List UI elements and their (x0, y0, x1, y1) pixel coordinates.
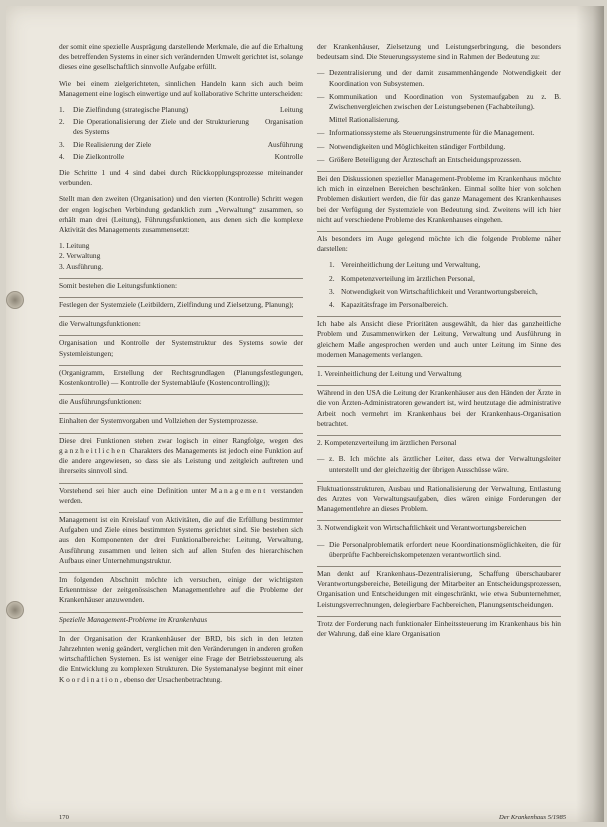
paragraph: Somit bestehen die Leitungsfunktionen: (59, 278, 303, 291)
item-number: 2. (59, 117, 65, 127)
item-text: Mittel Rationalisierung. (329, 115, 400, 125)
list-item (317, 540, 561, 560)
paragraph: Trotz der Forderung nach funktionaler Einheitssteuerung im Krankenhaus bis hin der Wahrung, daß eine klare Organisation (317, 616, 561, 639)
item-function: Kontrolle (274, 151, 303, 161)
list-item (59, 117, 303, 137)
paragraph: Ich habe als Ansicht diese Prioritäten ausgewählt, da hier das ganzheitliche Problem und Zusammenwirken der Leitung, Verwaltung und Ausführung in gleichem Maße angesprochen werden und auch unter Leitung im Sinne des modernen Managements verlangen. (317, 316, 561, 360)
list-item (317, 260, 561, 270)
right-column (317, 42, 561, 645)
text: Diese drei Funktionen stehen zwar logisch in einer Rangfolge, wegen des (59, 435, 303, 445)
punch-hole-lower (6, 601, 24, 619)
item-text: Notwendigkeit von Wirtschaftlichkeit und Verantwortungsbereich, (341, 286, 538, 296)
paragraph: Fluktuationsstrukturen, Ausbau und Rationalisierung der Verwaltung, Entlastung des Arztes von Verwaltungsaufgaben, dies wären einige Forderungen der Managementlehre an dieses Problem. (317, 481, 561, 515)
text: Vorstehend sei hier auch eine Definition unter (59, 485, 211, 495)
paragraph: Festlegen der Systemziele (Leitbildern, Zielfindung und Zielsetzung, Planung); (59, 297, 303, 310)
item-text: Kapazitätsfrage im Personalbereich. (341, 300, 448, 310)
dash-list (317, 68, 561, 165)
item-text: Kommunikation und Koordination von Systemaufgaben zu z. B. Zwischenvergleichen zwischen der Leistungsebenen (Fachabteilung). (329, 91, 561, 112)
list-item (317, 115, 561, 125)
item-text: z. B. Ich möchte als ärztlicher Leiter, dass etwa der Verwaltungsleiter unterstellt und der gleichzeitig der übrigen Ausschüsse wäre. (329, 454, 561, 474)
paragraph (59, 483, 303, 506)
item-text: Dezentralisierung und der damit zusammenhängende Notwendigkeit der Koordination von Subsystemen. (329, 68, 561, 88)
text: Charakters des Managements ist jedoch eine Funktion auf die andere angewiesen, so dass sie als Leistung und zeitgleich auftreten und ihrerseits sinnvoll sind. (59, 445, 303, 476)
item-number: 3. (329, 286, 335, 296)
spaced-text: Management (210, 485, 268, 495)
paragraph: Organisation und Kontrolle der Systemstruktur des Systems sowie der Systemleistungen; (59, 335, 303, 358)
document-page (6, 6, 604, 822)
list-item: 2. Verwaltung (59, 251, 101, 261)
item-text: Informationssysteme als Steuerungsinstrumente für die Management. (329, 128, 535, 138)
punch-hole-upper (6, 291, 24, 309)
paragraph (59, 631, 303, 685)
binding-shadow (576, 6, 604, 822)
item-text: Die Zielfindung (strategische Planung) (73, 105, 189, 115)
item-number: 4. (59, 151, 65, 161)
spaced-text: Koordination (59, 674, 121, 684)
list-item (59, 105, 303, 115)
paragraph: Wie bei einem zielgerichteten, sinnlichen Handeln kann sich auch beim Management eine logisch einwertige und auf kollaborative Schritte unterscheiden: (59, 78, 303, 98)
item-function: Leitung (280, 105, 303, 115)
paragraph: Im folgenden Abschnitt möchte ich versuchen, einige der wichtigsten Erkenntnisse der zeitgenössischen Managementlehre auf die Probleme der Krankenhäuser anzuwenden. (59, 572, 303, 606)
list-item (317, 454, 561, 474)
management-steps-list (59, 105, 303, 162)
paragraph: die Ausführungsfunktionen: (59, 394, 303, 407)
list-item (59, 152, 303, 162)
item-marker: — (317, 91, 325, 101)
item-function: Organisation (264, 117, 303, 127)
item-text: Die Personalproblematik erfordert neue Koordinationsmöglichkeiten, die für überprüfte Fachbereichskompetenzen verantwortlich sind. (329, 539, 561, 559)
problem-list (317, 260, 561, 310)
item-number: 4. (329, 300, 335, 310)
journal-footer: Der Krankenhaus 5/1985 (499, 814, 567, 821)
item-marker: — (317, 68, 325, 78)
spaced-text: ganzheitlichen (59, 445, 128, 455)
subsection-heading: 1. Vereinheitlichung der Leitung und Verwaltung (317, 366, 561, 379)
paragraph: der Krankenhäuser, Zielsetzung und Leistungserbringung, die besonders bedeutsam sind. Die Steuerungssysteme sind in Rahmen der Bedeutung zu: (317, 42, 561, 62)
paragraph: Stellt man den zweiten (Organisation) und den vierten (Kontrolle) Schritt wegen der engen logischen Verbindung gedanklich zum „Verwaltung“ zusammen, so erhält man drei (Leitung), Führungsfunktionen, aus denen sich die komplexe Aktivität des Managements zusammensetzt: (59, 194, 303, 235)
text: In der Organisation der Krankenhäuser der BRD, bis sich in den letzten Jahrzehnten wenig geändert, verglichen mit den Veränderungen in anderen großen wirtschaftlichen Systemen. Es ist weniger eine Frage der Betriebssteuerung als die Entwicklung zu komplexen Strukturen. Die Systemanalyse beginnt mit einer (59, 633, 303, 674)
item-marker (317, 115, 329, 125)
list-item (317, 155, 561, 165)
item-number: 2. (329, 273, 335, 283)
item-text: Die Operationalisierung der Ziele und der Strukturierung des Systems (73, 117, 249, 137)
dash-list (317, 540, 561, 560)
list-item: 1. Leitung (59, 241, 90, 251)
subsection-heading: 2. Kompetenzverteilung im ärztlichen Personal (317, 435, 561, 448)
subsection-heading: 3. Notwendigkeit von Wirtschaftlichkeit und Verantwortungsbereichen (317, 520, 561, 533)
text: verstanden werden. (59, 485, 303, 505)
item-marker: — (317, 454, 325, 464)
item-number: 1. (59, 105, 65, 115)
item-text: Die Realisierung der Ziele (73, 139, 152, 149)
list-item (317, 92, 561, 112)
list-item (317, 300, 561, 310)
list-item (317, 287, 561, 297)
list-item (317, 142, 561, 152)
list-item (317, 68, 561, 88)
item-marker: — (317, 154, 325, 164)
function-triad-list (59, 241, 303, 272)
text: , ebenso der Ursachenbetrachtung. (120, 674, 223, 684)
paragraph: die Verwaltungsfunktionen: (59, 316, 303, 329)
paragraph: Management ist ein Kreislauf von Aktivitäten, die auf die Erfüllung bestimmter Aufgaben und Ziele eines bestimmten Systems gerichtet sind. Sie bestehen sich aus den Komponenten der drei Funktionalbereiche: Leitung, Verwaltung, Ausführung zusammen und leiten sich auf allen Stufen des hierarchischen Aufbaus einer Unternehmungstruktur. (59, 512, 303, 566)
item-text: Notwendigkeiten und Möglichkeiten ständiger Fortbildung. (329, 141, 506, 151)
dash-list (317, 454, 561, 474)
list-item (317, 128, 561, 138)
item-text: Vereinheitlichung der Leitung und Verwaltung, (341, 260, 481, 270)
item-number: 3. (59, 139, 65, 149)
page-number: 170 (59, 814, 69, 821)
paragraph (59, 433, 303, 477)
left-column (59, 42, 303, 691)
item-marker: — (317, 141, 325, 151)
item-number: 1. (329, 260, 335, 270)
section-heading: Spezielle Management-Probleme im Krankenhaus (59, 612, 303, 625)
item-text: Größere Beteiligung der Ärzteschaft an Entscheidungsprozessen. (329, 154, 522, 164)
paragraph: Einhalten der Systemvorgaben und Vollziehen der Systemprozesse. (59, 413, 303, 426)
paragraph: der somit eine spezielle Ausprägung darstellende Merkmale, die auf die Erhaltung des betreffenden Systems in einer sich verändernden Umwelt gerichtet ist, solange dieses eine gesellschaftlich sinnvolle Aufgabe erfüllt. (59, 42, 303, 72)
paragraph: Als besonders im Auge gelegend möchte ich die folgende Probleme näher darstellen: (317, 231, 561, 254)
paragraph: Bei den Diskussionen spezieller Management-Probleme im Krankenhaus möchte ich mich in einzelnen Bereichen beschränken. Einmal sollte hier von solchen Problemen diskutiert werden, die für das ganze Management des Krankenhauses bei der Verfügung der Systemziele von Bedeutung sind. Zweitens will ich hier nicht auf verschiedene Probleme des Krankenhauses eingehen. (317, 171, 561, 225)
paragraph: Die Schritte 1 und 4 sind dabei durch Rückkopplungsprozesse miteinander verbunden. (59, 168, 303, 188)
item-marker: — (317, 128, 325, 138)
item-marker: — (317, 539, 325, 549)
item-text: Die Zielkontrolle (73, 151, 125, 161)
paragraph: Man denkt auf Krankenhaus-Dezentralisierung, Schaffung überschaubarer Verantwortungsbereiche, Beteiligung der Mitarbeiter an Entscheidungsprozessen, Organisation und Entscheidungen mit eingeschränkt, wie etwa Subunternehmer, Leistungsverrechnungen, delegierbare Fachbereichen, Planungsentscheidungen. (317, 566, 561, 610)
paragraph: Während in den USA die Leitung der Krankenhäuser aus den Händen der Ärzte in die von Ärzten-Administratoren gewandert ist, wird heutzutage die administrative Arbeit noch vermehrt im Krankenhaus bei der Krankenhaus-Organisation betrachtet. (317, 385, 561, 429)
item-function: Ausführung (267, 139, 303, 149)
item-text: Kompetenzverteilung im ärztlichen Personal, (341, 273, 475, 283)
list-item: 3. Ausführung. (59, 261, 104, 271)
paragraph: (Organigramm, Erstellung der Rechtsgrundlagen (Planungsfestlegungen, Kostenkontrolle) — Kontrolle der Systemabläufe (Kostencontrolling)); (59, 365, 303, 388)
list-item (317, 274, 561, 284)
list-item (59, 140, 303, 150)
